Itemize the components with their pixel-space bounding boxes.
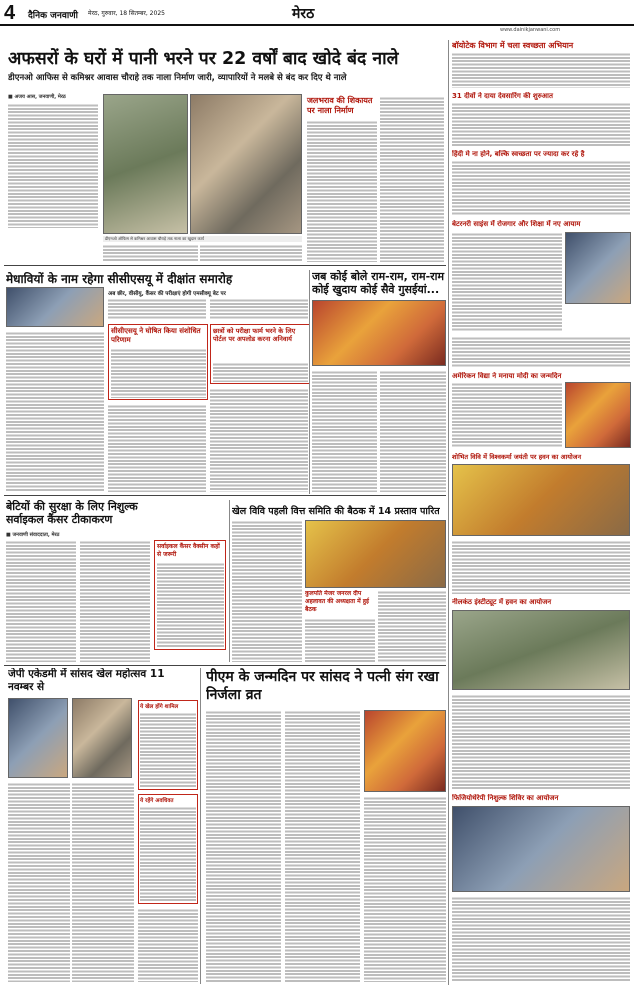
row2-left-col4 [210,298,308,320]
sidebar-s8-body [452,896,630,982]
sidebar-s5: अमेरिकन विद्या ने मनाया मोदी का जन्मदिन [452,372,562,380]
sidebar-s3-body [452,160,630,216]
row4-box1-title: ये खेल होंगे शामिल [140,704,179,710]
row3-right-headline: खेल विवि पहली वित्त समिति की बैठक में 14 प्रस्ताव पारित [232,506,440,517]
row4-right-col3 [364,796,446,982]
lead-box-title: जलभराव की शिकायत पर नाला निर्माण [307,96,373,115]
row3-divider [229,500,230,662]
row4-divider [200,668,201,984]
row1-rule [4,265,446,266]
row2-left-headline: मेधावियों के नाम रहेगा सीसीएसयू में दीक्षांत समारोह [6,272,233,286]
row3-right-col2 [305,618,375,662]
row4-left-col2 [72,782,134,982]
row2-right-photo [312,300,446,366]
sidebar-s6: शोभित विवि में विश्वकर्मा जयंती पर हवन का आयोजन [452,453,582,461]
row3-left-headline: बेटियों की सुरक्षा के लिए निशुल्क सर्वाइकल कैंसर टीकाकरण [6,500,138,526]
row2-right-col2 [380,370,446,492]
sidebar-s5-body [452,382,562,448]
sidebar-s4-photo [565,232,631,304]
page-header [0,0,634,33]
row2-box2-body [213,362,308,382]
sidebar-s5-photo [565,382,631,448]
section-title: मेरठ [292,6,315,22]
row4-box2-title: ये रहेंगे अवधिवत [140,798,174,804]
row2-rule [4,495,446,496]
lead-box-body [307,120,377,262]
row4-right-col1 [206,710,281,982]
row2-box2-title: छात्रों को परीक्षा फार्म भरने के लिए पोर्टल पर अपलोड करना अनिवार्य [213,327,296,343]
row4-left-headline: जेपी एकेडमी में सांसद खेल महोत्सव 11 नवम्बर से [8,668,165,693]
sidebar-s2: 31 दीवों ने दाया देवसारिंग की शुरुआत [452,92,553,100]
row3-box-title: सर्वाइकल कैंसर वैक्सीन कहों से जरूरी [157,543,220,558]
sidebar-s7-body [452,694,630,790]
row4-left-col3 [138,908,198,982]
sidebar-s2-body [452,102,630,146]
row2-left-photo [6,287,104,327]
row2-left-col5 [210,388,308,492]
row4-right-photo [364,710,446,792]
row3-box-body [157,562,224,648]
lead-subhead: डीएनओ आफिस से कमिश्नर आवास चौराहे तक नाला निर्माण जारी, व्यापारियों ने मलबे से बंद कर दिए थे नाले [8,73,347,83]
website-url[interactable]: www.dainikjanwani.com [500,27,561,33]
sidebar-s4: बेटरनरी साइंस में रोजगार और शिक्षा में नए आयाम [452,220,581,228]
dateline: मेरठ, गुरुवार, 18 सितम्बर, 2025 [88,10,165,17]
masthead: दैनिक जनवाणी [28,11,78,21]
row2-box1-title: सीसीएसयू ने घोषित किया संशोधित परिणाम [111,327,201,344]
row3-right-subhead: कुलपति मेजर जनरल दीप अहलावत की अध्यक्षता में हुई बैठक [305,590,369,613]
sidebar-s6-photo [452,464,630,536]
lead-body-col4 [380,96,444,262]
lead-photo-caption: डीएनओ ऑफिस से कमिश्नर आवास चौराहे तक नाला का खुदान कार्य [103,236,302,242]
row2-right-col1 [312,370,377,492]
row3-right-col1 [232,520,302,662]
lead-headline: अफसरों के घरों में पानी भरने पर 22 वर्षों बाद खोदे बंद नाले [8,49,399,69]
row2-left-col2 [108,298,206,320]
sidebar-s1-body [452,52,630,88]
row2-right-headline-1: जब कोई बोले राम-राम, राम-राम कोई खुदाय कोई सैवे गुसईयां... [312,270,445,296]
sidebar-s4-body2 [452,336,630,368]
row3-rule [4,665,446,666]
row4-left-col1 [8,782,70,982]
lead-photo-left [103,94,188,234]
sidebar-s8-photo [452,806,630,892]
row2-left-col3 [108,404,206,492]
header-rule [0,24,634,26]
row3-right-col3 [378,590,446,662]
row2-divider [309,270,310,494]
sidebar-s7: नीलकंठ इंस्टीट्यूट में हवन का आयोजन [452,598,552,606]
sidebar-s8: फिजियोथेरेपी निशुल्क शिविर का आयोजन [452,794,559,802]
row4-box1-body [140,712,196,788]
row4-right-col2 [285,710,360,982]
row3-left-col1 [6,540,76,662]
row2-left-col1 [6,331,104,491]
row4-left-photo-1 [8,698,68,778]
lead-body-col3 [200,244,302,262]
row2-box1-body [111,348,206,398]
page-number: 4 [4,2,16,24]
sidebar-s7-photo [452,610,630,690]
row3-left-col2 [80,540,150,662]
sidebar-s1: बॉयोटेक विभाग में चला स्वच्छता अभियान [452,41,574,50]
sidebar-s4-body [452,232,562,332]
lead-body-col2 [103,244,198,262]
lead-divider [448,40,449,985]
sidebar-s6-body [452,540,630,594]
lead-body-col1 [8,103,98,228]
row4-left-photo-2 [72,698,132,778]
lead-byline: ■ अजय आस, जनवाणी, मेरठ [8,94,66,100]
row3-left-byline: ■ जनवाणी संवाददाता, मेरठ [6,532,60,538]
row3-right-photo [305,520,446,588]
sidebar-s3: हिंदी मे ना होने, बल्कि स्वच्छता पर ज्यादा कर रहे है [452,150,585,158]
row4-box2-body [140,806,196,902]
lead-photo-right [190,94,302,234]
row4-right-headline: पीएम के जन्मदिन पर सांसद ने पत्नी संग रखा निर्जला व्रत [206,669,439,703]
row2-left-subhead: अब छीर, वीसीयु, कैंसर की परीक्षाएं होगी एमसीक्यू बेट पर [108,291,226,297]
